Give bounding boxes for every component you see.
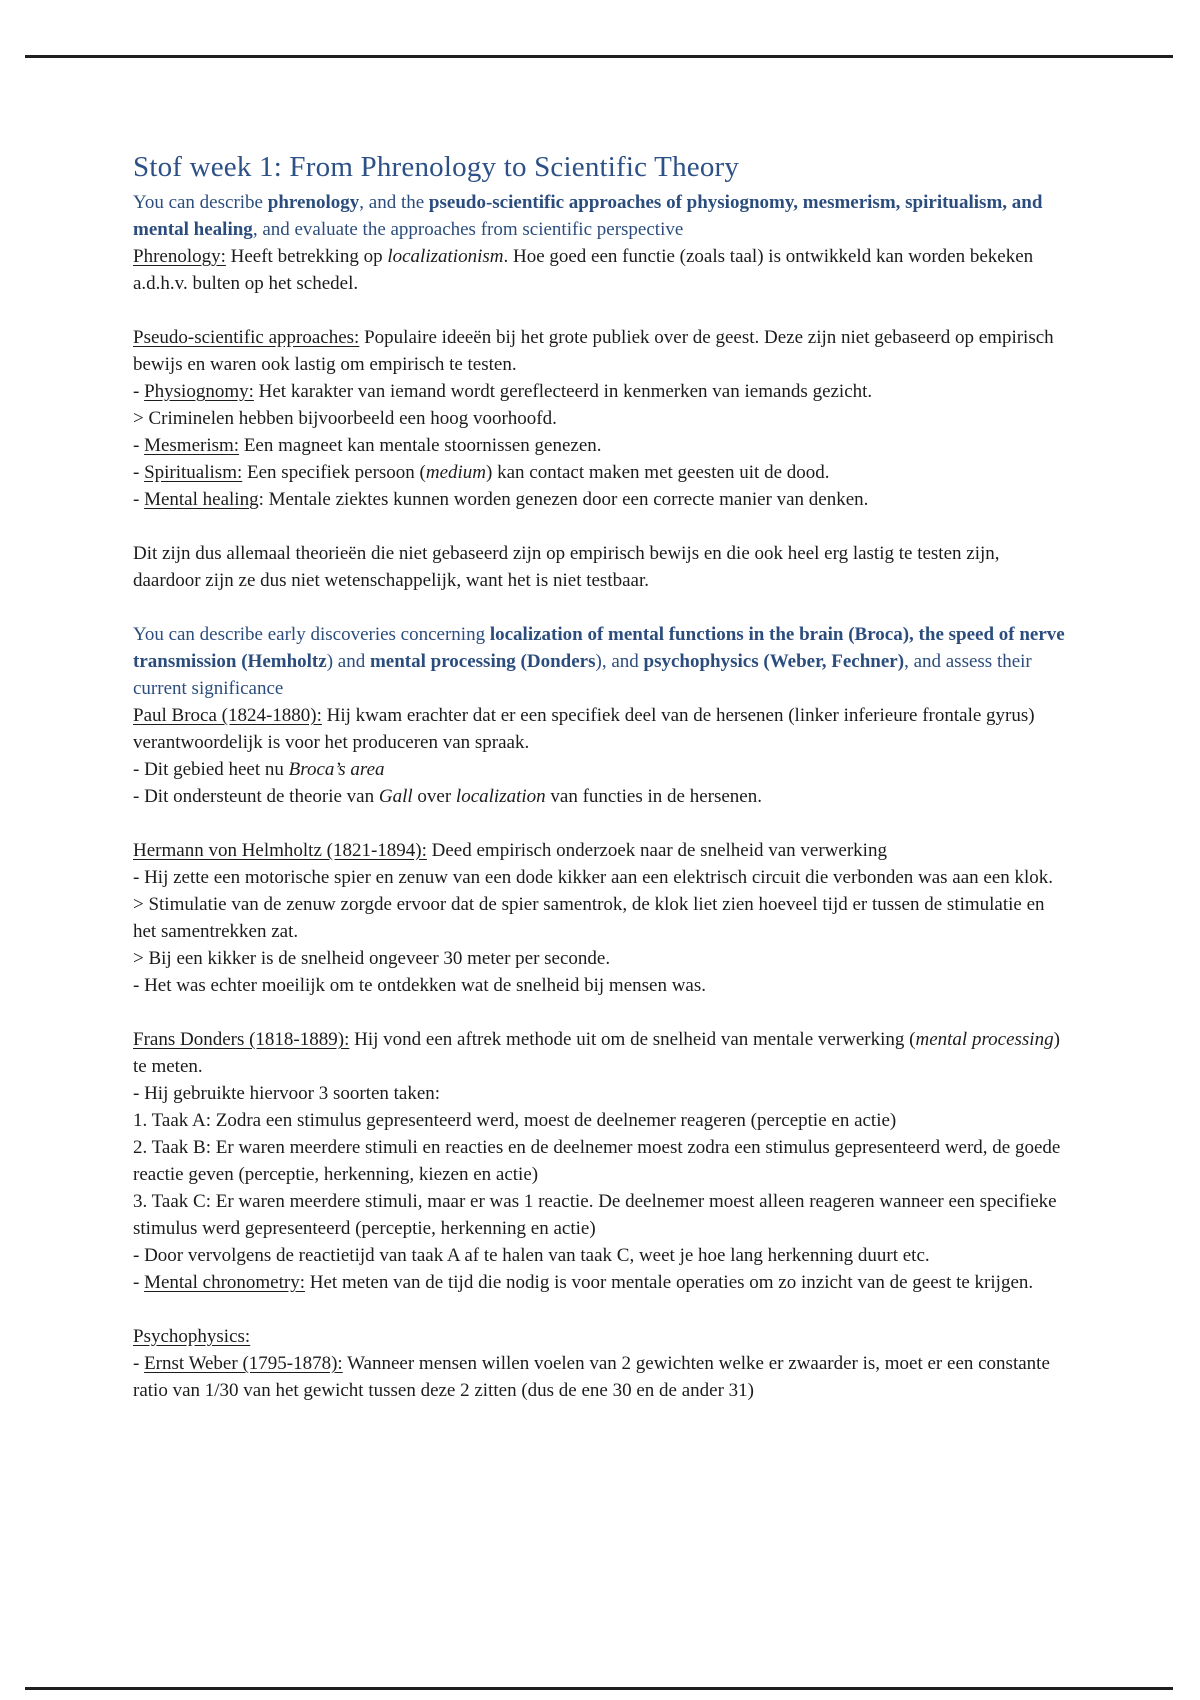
paragraph <box>133 1026 1071 1080</box>
document-body <box>133 189 1071 1404</box>
text-run: Hermann von Helmholtz (1821-1894): <box>133 840 427 861</box>
paragraph <box>133 1080 1071 1107</box>
text-run: over <box>412 786 456 807</box>
paragraph <box>133 486 1071 513</box>
document-page <box>133 150 1071 1404</box>
text-run: - Door vervolgens de reactietijd van taak A af te halen van taak C, weet je hoe lang herkenning duurt etc. <box>133 1245 930 1266</box>
text-run: - Hij zette een motorische spier en zenuw van een dode kikker aan een elektrisch circuit die verbonden was aan een klok. <box>133 867 1054 888</box>
text-run: - Dit gebied heet nu <box>133 759 289 780</box>
paragraph <box>133 1350 1071 1404</box>
text-run: phrenology <box>267 192 360 213</box>
objective-paragraph <box>133 621 1071 702</box>
paragraph <box>133 864 1071 891</box>
paragraph <box>133 972 1071 999</box>
text-run: ) te meten. <box>133 1029 1060 1077</box>
paragraph <box>133 405 1071 432</box>
text-run: Een specifiek persoon ( <box>242 462 426 483</box>
text-run: medium <box>425 462 487 483</box>
paragraph <box>133 945 1071 972</box>
paragraph <box>133 1242 1071 1269</box>
paragraph <box>133 702 1071 756</box>
objective-paragraph <box>133 189 1071 243</box>
text-run: Het karakter van iemand wordt gereflecteerd in kenmerken van iemands gezicht. <box>253 381 873 402</box>
page-title: Stof week 1: From Phrenology to Scientific Theory <box>133 151 740 183</box>
text-run: mental processing <box>915 1029 1054 1050</box>
text-run: van functies in de hersenen. <box>545 786 762 807</box>
paragraph <box>133 432 1071 459</box>
text-run: Gall <box>378 786 413 807</box>
paragraph <box>133 243 1071 297</box>
text-run: Populaire ideeën bij het grote publiek over de geest. Deze zijn niet gebaseerd op empirisch bewijs en waren ook lastig om empirisch te testen. <box>133 327 1054 375</box>
bottom-rule <box>25 1687 1173 1690</box>
text-run: psychophysics (Weber, Fechner) <box>643 651 905 672</box>
paragraph <box>133 1134 1071 1188</box>
text-run: localization of mental functions in the brain (Broca), the speed of nerve transmission (Hemholtz <box>133 624 1065 672</box>
text-run: ) and <box>326 651 370 672</box>
text-run: Physiognomy: <box>144 381 254 402</box>
text-run: Mesmerism: <box>144 435 240 456</box>
text-run: You can describe <box>133 192 268 213</box>
text-run: Spiritualism: <box>144 462 243 483</box>
text-run: > Criminelen hebben bijvoorbeeld een hoog voorhoofd. <box>133 408 557 429</box>
paragraph <box>133 756 1071 783</box>
text-run: Broca’s area <box>288 759 385 780</box>
text-run: Ernst Weber (1795-1878): <box>144 1353 343 1374</box>
paragraph <box>133 540 1071 594</box>
text-run: Psychophysics: <box>133 1326 251 1347</box>
text-run: Het meten van de tijd die nodig is voor mentale operaties om zo inzicht van de geest te krijgen. <box>305 1272 1034 1293</box>
text-run: - <box>133 489 145 510</box>
paragraph <box>133 1107 1071 1134</box>
text-run: - <box>133 1353 145 1374</box>
paragraph <box>133 324 1071 378</box>
text-run: - Het was echter moeilijk om te ontdekken wat de snelheid bij mensen was. <box>133 975 707 996</box>
paragraph <box>133 783 1071 810</box>
text-run: Wanneer mensen willen voelen van 2 gewichten welke er zwaarder is, moet er een constante ratio van 1/30 van het gewicht tussen deze 2 zitten (dus de ene 30 en de ander 31) <box>133 1353 1050 1401</box>
text-run: > Bij een kikker is de snelheid ongeveer 30 meter per seconde. <box>133 948 611 969</box>
text-run: - <box>133 435 145 456</box>
text-run: - <box>133 462 145 483</box>
text-run: Een magneet kan mentale stoornissen genezen. <box>239 435 602 456</box>
text-run: Dit zijn dus allemaal theorieën die niet gebaseerd zijn op empirisch bewijs en die ook heel erg lastig te testen zijn, daardoor zijn ze dus niet wetenschappelijk, want het is niet testbaar. <box>133 543 1000 591</box>
text-run: - Dit ondersteunt de theorie van <box>133 786 379 807</box>
text-run: 3. Taak C: Er waren meerdere stimuli, maar er was 1 reactie. De deelnemer moest alleen reageren wanneer een specifieke stimulus werd gepresenteerd (perceptie, herkenning en actie) <box>133 1191 1057 1239</box>
text-run: - Hij gebruikte hiervoor 3 soorten taken: <box>133 1083 441 1104</box>
text-run: localization <box>455 786 546 807</box>
text-run: pseudo-scientific approaches of physiognomy, mesmerism, spiritualism, and mental healing <box>133 192 1043 240</box>
text-run: > Stimulatie van de zenuw zorgde ervoor dat de spier samentrok, de klok liet zien hoeveel tijd er tussen de stimulatie en het samentrekken zat. <box>133 894 1045 942</box>
text-run: mental processing (Donders <box>369 651 596 672</box>
text-run: ) kan contact maken met geesten uit de dood. <box>486 462 830 483</box>
text-run: Phrenology: <box>133 246 226 267</box>
text-run: You can describe early discoveries concerning <box>133 624 490 645</box>
text-run: , and the <box>359 192 429 213</box>
text-run: 2. Taak B: Er waren meerdere stimuli en reacties en de deelnemer moest zodra een stimulus gepresenteerd werd, de goede reactie geven (perceptie, herkenning, kiezen en actie) <box>133 1137 1061 1185</box>
text-run: localizationism <box>387 246 504 267</box>
text-run: Frans Donders (1818-1889): <box>133 1029 350 1050</box>
text-run: - <box>133 381 145 402</box>
text-run: , and assess their current significance <box>133 651 1032 699</box>
text-run: Heeft betrekking op <box>225 246 388 267</box>
text-run: Mental chronometry: <box>144 1272 306 1293</box>
text-run: - <box>133 1272 145 1293</box>
paragraph <box>133 1323 1071 1350</box>
text-run: Mental healing <box>144 489 259 510</box>
text-run: 1. Taak A: Zodra een stimulus gepresenteerd werd, moest de deelnemer reageren (perceptie en actie) <box>133 1110 897 1131</box>
text-run: : Mentale ziektes kunnen worden genezen door een correcte manier van denken. <box>258 489 869 510</box>
text-run: Paul Broca (1824-1880): <box>133 705 322 726</box>
text-run: Pseudo-scientific approaches: <box>133 327 360 348</box>
text-run: , and evaluate the approaches from scientific perspective <box>252 219 684 240</box>
paragraph <box>133 891 1071 945</box>
text-run: . Hoe goed een functie (zoals taal) is ontwikkeld kan worden bekeken a.d.h.v. bulten op het schedel. <box>133 246 1034 294</box>
paragraph <box>133 837 1071 864</box>
top-rule <box>25 55 1173 58</box>
text-run: Hij vond een aftrek methode uit om de snelheid van mentale verwerking ( <box>349 1029 916 1050</box>
paragraph <box>133 459 1071 486</box>
paragraph <box>133 378 1071 405</box>
text-run: Hij kwam erachter dat er een specifiek deel van de hersenen (linker inferieure frontale gyrus) verantwoordelijk is voor het produceren van spraak. <box>133 705 1035 753</box>
text-run: Deed empirisch onderzoek naar de snelheid van verwerking <box>426 840 887 861</box>
paragraph <box>133 1269 1071 1296</box>
text-run: ), and <box>595 651 644 672</box>
paragraph <box>133 1188 1071 1242</box>
